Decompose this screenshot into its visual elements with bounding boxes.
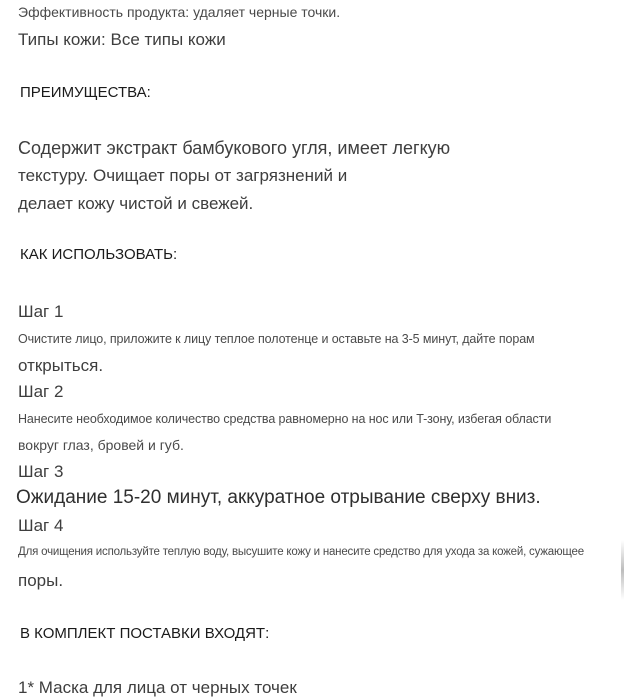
benefits-heading: ПРЕИМУЩЕСТВА: bbox=[20, 84, 151, 101]
step-3-text: Ожидание 15-20 минут, аккуратное отрывание сверху вниз. bbox=[16, 487, 541, 508]
skin-types-text: Типы кожи: Все типы кожи bbox=[18, 30, 226, 49]
package-item: 1* Маска для лица от черных точек bbox=[18, 678, 297, 697]
usage-heading: КАК ИСПОЛЬЗОВАТЬ: bbox=[20, 246, 178, 263]
package-heading: В КОМПЛЕКТ ПОСТАВКИ ВХОДЯТ: bbox=[20, 625, 270, 642]
step-4-text: поры. bbox=[18, 571, 64, 590]
step-4-text: Для очищения используйте теплую воду, высушите кожу и нанесите средство для ухода за кожей, сужающее bbox=[18, 546, 584, 558]
step-1-text: открыться. bbox=[18, 356, 104, 375]
step-2-title: Шаг 2 bbox=[18, 382, 64, 401]
efficiency-text: Эффективность продукта: удаляет черные точки. bbox=[18, 4, 341, 20]
step-1-text: Очистите лицо, приложите к лицу теплое полотенце и оставьте на 3-5 минут, дайте порам bbox=[18, 332, 535, 346]
step-3-title: Шаг 3 bbox=[18, 462, 64, 481]
benefits-line: делает кожу чистой и свежей. bbox=[18, 194, 254, 213]
step-2-text: вокруг глаз, бровей и губ. bbox=[18, 437, 184, 453]
step-4-title: Шаг 4 bbox=[18, 516, 64, 535]
step-1-title: Шаг 1 bbox=[18, 302, 64, 321]
benefits-line: текстуру. Очищает поры от загрязнений и bbox=[18, 166, 348, 185]
step-2-text: Нанесите необходимое количество средства равномерно на нос или T-зону, избегая области bbox=[18, 412, 552, 426]
benefits-line: Содержит экстракт бамбукового угля, имеет легкую bbox=[18, 138, 451, 158]
